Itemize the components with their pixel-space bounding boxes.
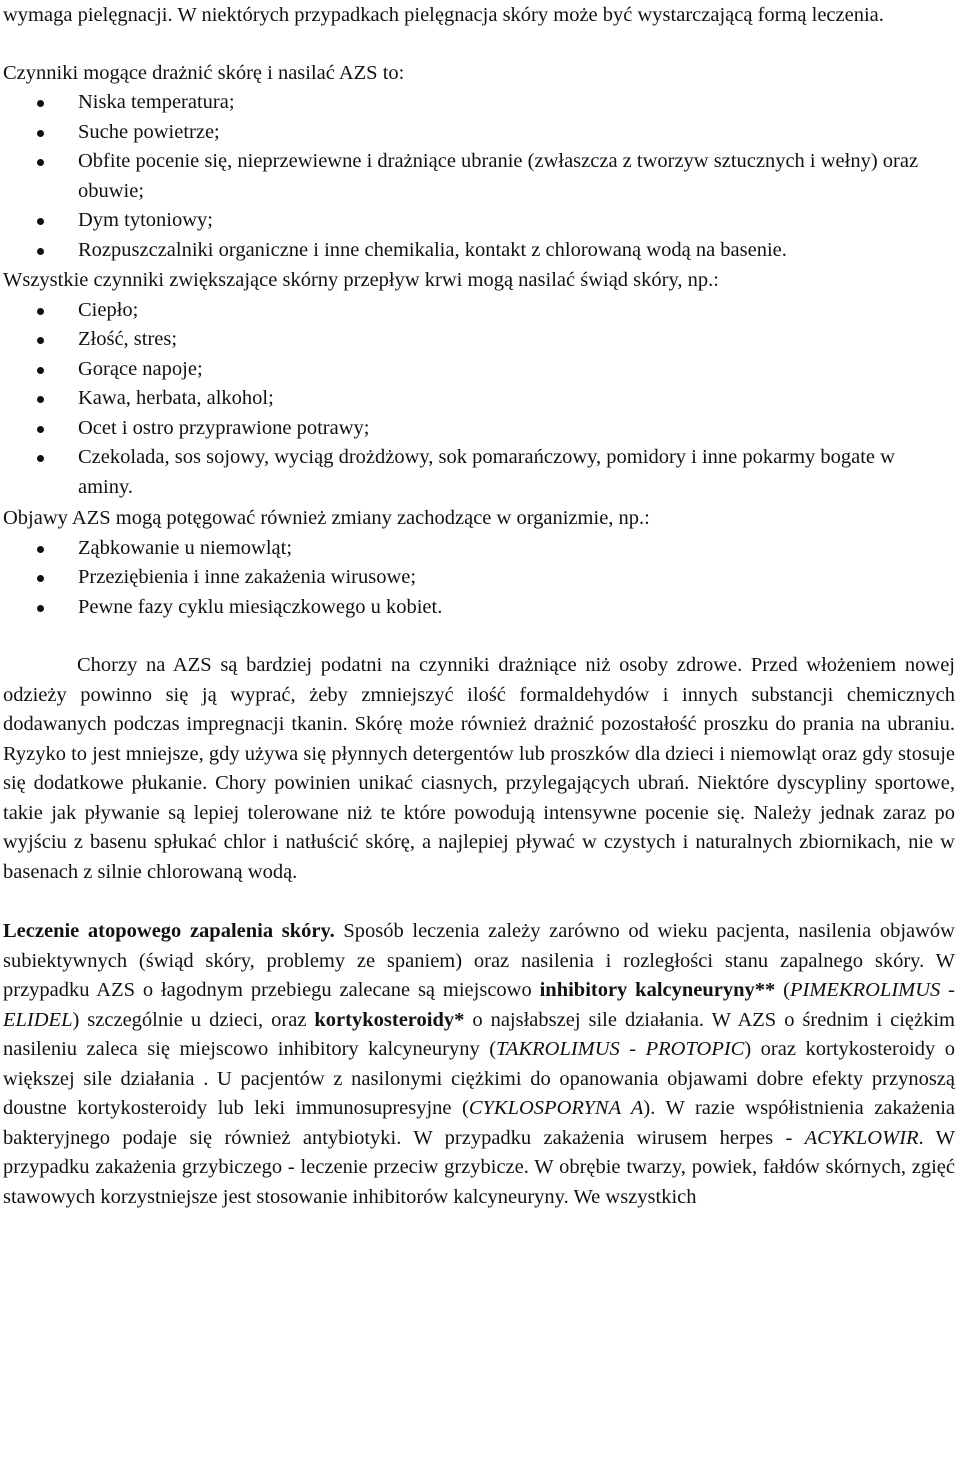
bullet-icon [37, 396, 44, 403]
body-changes-list [3, 534, 955, 623]
drug-name: CYKLOSPORYNA A [468, 1097, 644, 1119]
list-item: Dym tytoniowy; [3, 206, 955, 236]
top-paragraph: wymaga pielęgnacji. W niektórych przypadkach pielęgnacja skóry może być wystarczającą formą leczenia. [3, 4, 884, 26]
list-item: Przeziębienia i inne zakażenia wirusowe; [3, 563, 955, 593]
treatment-heading: Leczenie atopowego zapalenia skóry. [3, 920, 335, 942]
document-page [3, 0, 955, 1212]
bullet-icon [37, 337, 44, 344]
list-item: Rozpuszczalniki organiczne i inne chemikalia, kontakt z chlorowaną wodą na basenie. [3, 236, 955, 266]
bullet-icon [37, 218, 44, 225]
list-item: Ciepło; [3, 296, 955, 326]
list-item: Pewne fazy cyklu miesiączkowego u kobiet. [3, 593, 955, 623]
list-item: Ocet i ostro przyprawione potrawy; [3, 414, 955, 444]
drug-name: TAKROLIMUS - PROTOPIC [496, 1038, 745, 1060]
bullet-icon [37, 575, 44, 582]
list-item: Kawa, herbata, alkohol; [3, 384, 955, 414]
body-changes-intro: Objawy AZS mogą potęgować również zmiany zachodzące w organizmie, np.: [3, 507, 650, 529]
bullet-icon [37, 100, 44, 107]
corticosteroids-term: kortykosteroidy* [314, 1008, 465, 1031]
bullet-icon [37, 159, 44, 166]
list-item: Złość, stres; [3, 325, 955, 355]
irritants-intro: Czynniki mogące drażnić skórę i nasilać AZS to: [3, 61, 405, 84]
bullet-icon [37, 367, 44, 374]
treatment-paragraph: Leczenie atopowego zapalenia skóry. Sposób leczenia zależy zarówno od wieku pacjenta, nasilenia objawów subiektywnych (świąd skóry, problemy ze spaniem) oraz nasilenia i rozległości stanu zapalnego skóry. W przypadku AZS o łagodnym przebiegu zalecane są miejscowo inhibitory kalcyneuryny** (PIMEKROLIMUS - ELIDEL) szczególnie u dzieci, oraz kortykosteroidy* o najsłabszej sile działania. W AZS o średnim i ciężkim nasileniu zaleca się miejscowo inhibitory kalcyneuryny (TAKROLIMUS - PROTOPIC) oraz kortykosteroidy o większej sile działania . U pacjentów z nasilonymi ciężkimi do opanowania objawami dobre efekty przynoszą doustne kortykosteroidy lub leki immunosupresyjne (CYKLOSPORYNA A). W razie współistnienia zakażenia bakteryjnego podaje się również antybiotyki. W przypadku zakażenia wirusem herpes - ACYKLOWIR. W przypadku zakażenia grzybiczego - leczenie przeciw grzybicze. W obrębie twarzy, powiek, fałdów skórnych, zgięć stawowych korzystniejsze jest stosowanie inhibitorów kalcyneuryny. We wszystkich [3, 920, 956, 1208]
bullet-icon [37, 455, 44, 462]
list-item: Czekolada, sos sojowy, wyciąg drożdżowy, sok pomarańczowy, pomidory i inne pokarmy bogate w aminy. [3, 443, 955, 502]
bullet-icon [37, 308, 44, 315]
irritants-list [3, 88, 955, 265]
bullet-icon [37, 130, 44, 137]
list-item: Gorące napoje; [3, 355, 955, 385]
drug-name: ACYKLOWIR [804, 1126, 919, 1149]
bloodflow-list [3, 296, 955, 503]
patients-paragraph: Chorzy na AZS są bardziej podatni na czynniki drażniące niż osoby zdrowe. Przed włożeniem nowej odzieży powinno się ją wyprać, żeby zmniejszyć ilość formaldehydów i innych substancji chemicznych dodawanych podczas impregnacji tkanin. Skórę może również drażnić pozostałość proszku do prania na ubraniu. Ryzyko to jest mniejsze, gdy używa się płynnych detergentów lub proszków dla dzieci i niemowląt oraz gdy stosuje się dodatkowe płukanie. Chory powinien unikać ciasnych, przylegających ubrań. Niektóre dyscypliny sportowe, takie jak pływanie są lepiej tolerowane niż te które powodują intensywne pocenie się. Należy jednak zaraz po wyjściu z basenu spłukać chlor i natłuścić skórę, a najlepiej pływać w czystych i naturalnych zbiornikach, nie w basenach z silnie chlorowaną wodą. [3, 654, 955, 883]
list-item: Obfite pocenie się, nieprzewiewne i drażniące ubranie (zwłaszcza z tworzyw sztucznych i wełny) oraz obuwie; [3, 147, 955, 206]
bloodflow-intro: Wszystkie czynniki zwiększające skórny przepływ krwi mogą nasilać świąd skóry, np.: [3, 269, 719, 291]
list-item: Suche powietrze; [3, 118, 955, 148]
list-item: Niska temperatura; [3, 88, 955, 118]
bullet-icon [37, 605, 44, 612]
drug-name: PIMEKROLIMUS - ELIDEL [3, 979, 955, 1031]
calcineurin-inhibitors-term: inhibitory kalcyneuryny** [539, 979, 776, 1001]
bullet-icon [37, 426, 44, 433]
bullet-icon [37, 546, 44, 553]
bullet-icon [37, 248, 44, 255]
list-item: Ząbkowanie u niemowląt; [3, 534, 955, 564]
